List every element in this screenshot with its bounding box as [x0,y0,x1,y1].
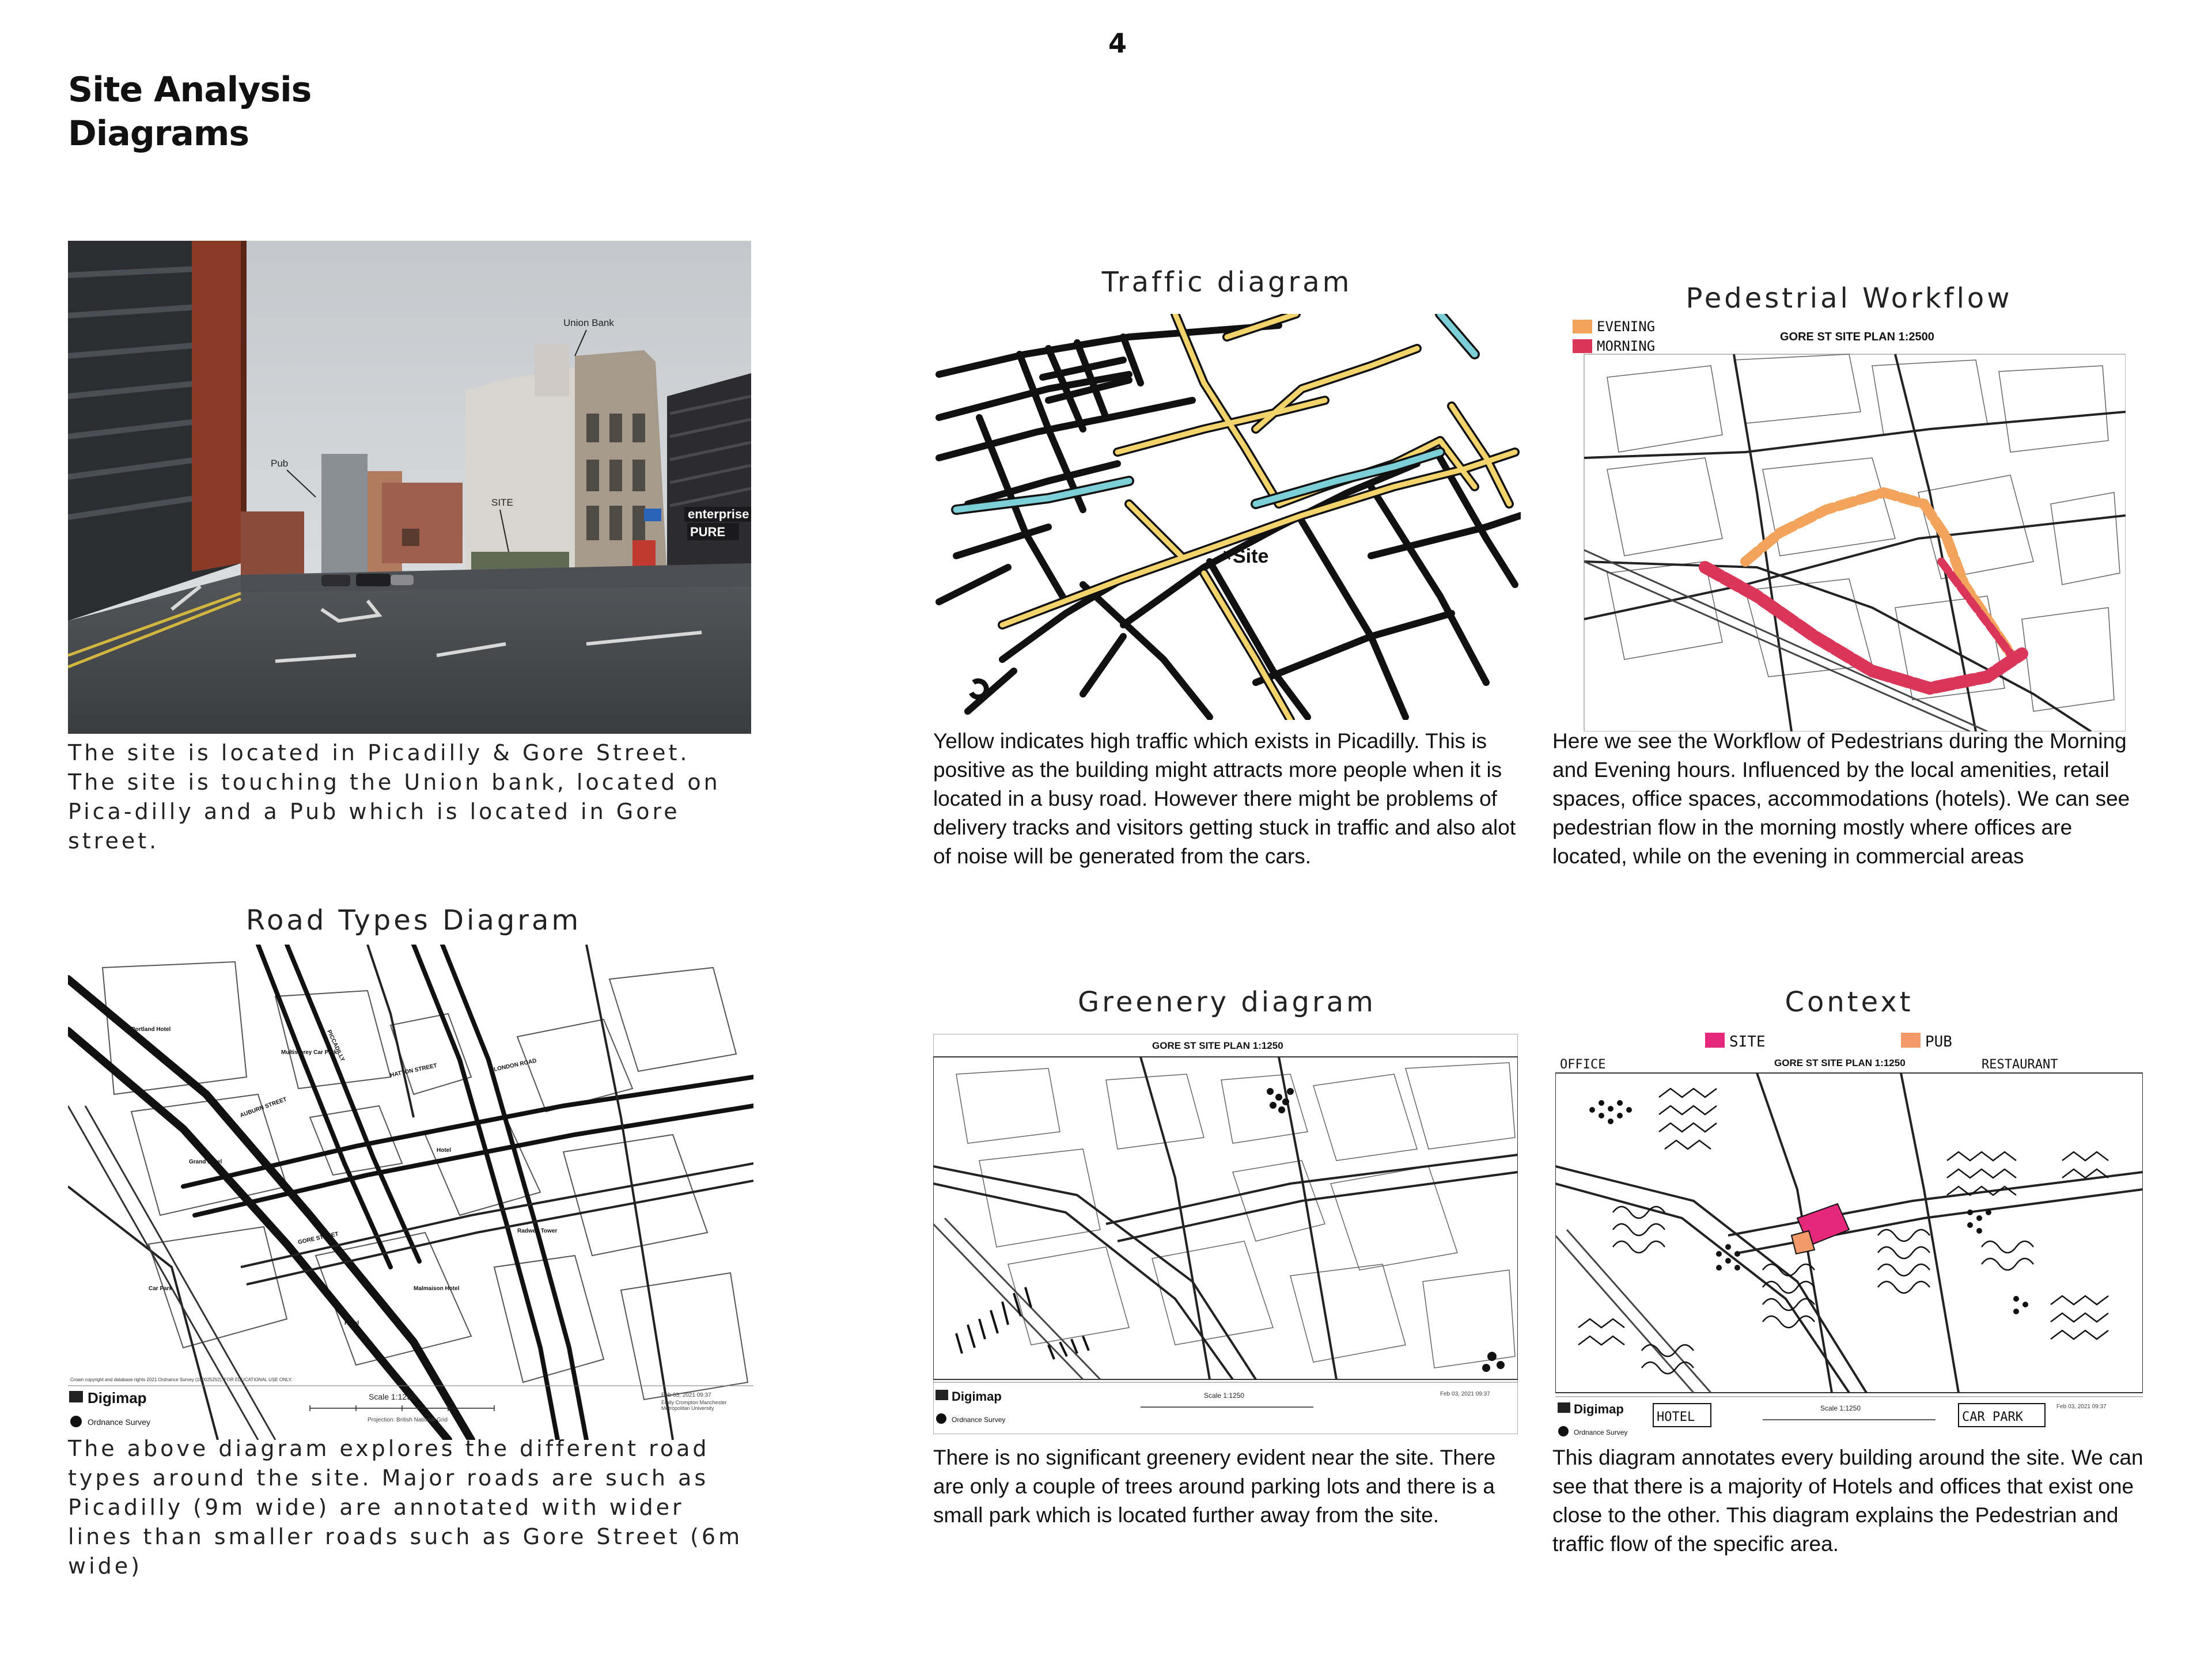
road-map-scale: Scale 1:1250 [369,1392,416,1401]
site-photo [68,241,751,734]
greenery-digimap: Digimap [952,1389,1002,1404]
map-label-car-park-2: Car Park [149,1286,173,1292]
legend-office: OFFICE [1560,1057,1606,1072]
road-map-os: Ordnance Survey [88,1417,150,1427]
greenery-os: Ordnance Survey [952,1416,1006,1424]
road-types-title: Road Types Diagram [245,904,582,937]
map-label-hotel-1: Hotel [437,1147,451,1154]
map-label-portland-hotel: Portland Hotel [131,1026,171,1033]
traffic-title: Traffic diagram [1101,266,1353,298]
pedestrian-title: Pedestrial Workflow [1685,282,2013,314]
context-title: Context [1785,986,1914,1018]
legend-morning: MORNING [1597,338,1656,354]
page-title-line1: Site Analysis [68,70,312,110]
road-types-map [68,945,753,1440]
map-label-auburn-street: AUBURN STREET [239,1096,288,1119]
greenery-date: Feb 03, 2021 09:37 [1440,1391,1490,1397]
pedestrian-plan-title: GORE ST SITE PLAN 1:2500 [1780,331,1934,343]
pedestrian-caption: Here we see the Workflow of Pedestrians during the Morning and Evening hours. Influenced by the local amenities, retail spaces, office spaces, accommodations (hotels). We can see pedestrian flow in the morning mostly where offices are located, while on the evening in commercial areas [1552,729,2130,868]
label-pub: Pub [271,458,289,469]
traffic-caption: Yellow indicates high traffic which exists in Picadilly. This is positive as the building might attracts more people when it is located in a busy road. However there might be problems of delivery tracks and visitors getting stuck in traffic and also alot of noise will be generated from the cars. [933,729,1516,868]
context-scale: Scale 1:1250 [1820,1404,1861,1412]
context-caption: This diagram annotates every building around the site. We can see that there is a majority of Hotels and offices that exist one close to the other. This diagram explains the Pedestrian and traffic flow of the specific area. [1552,1446,2143,1556]
label-site: SITE [491,497,513,508]
page-title [68,68,311,156]
context-map [1555,1028,2143,1443]
road-map-copyright: Crown copyright and database rights 2021 Ordnance Survey (100025252). FOR EDUCATIONAL USE ONLY. [70,1377,293,1382]
road-map-author: Emily Crompton Manchester Metropolitan University [661,1400,727,1411]
map-label-malmaison: Malmaison Hotel [414,1286,460,1292]
legend-pub: PUB [1925,1033,1952,1051]
photo-caption: The site is located in Picadilly & Gore Street. The site is touching the Union bank, located on Pica-dilly and a Pub which is located in Gore street. [68,740,721,854]
greenery-map [933,1034,1518,1434]
legend-restaurant: RESTAURANT [1982,1057,2058,1072]
road-map-date: Feb 03, 2021 09:37 [661,1392,711,1398]
greenery-scale: Scale 1:1250 [1204,1392,1245,1400]
map-label-gore-street: GORE STREET [297,1231,339,1246]
context-os: Ordnance Survey [1574,1428,1628,1436]
road-map-digimap: Digimap [88,1389,147,1406]
road-types-caption: The above diagram explores the different road types around the site. Major roads are such as Picadilly (9m wide) are annotated with wider lines than smaller roads such as Gore Street (6m wide) [68,1436,743,1579]
pure-sign: PURE [690,525,726,539]
context-digimap: Digimap [1574,1402,1624,1416]
traffic-map [933,314,1521,720]
map-label-london-road: LONDON ROAD [493,1057,537,1073]
legend-hotel: HOTEL [1657,1410,1695,1424]
label-union-bank: Union Bank [563,317,614,328]
greenery-caption: There is no significant greenery evident near the site. There are only a couple of trees around parking lots and there is a small park which is located further away from the site. [933,1446,1496,1527]
map-label-grand-hotel: Grand Hotel [189,1159,222,1165]
map-label-hatton-street: HATTON STREET [389,1062,438,1079]
map-label-piccadilly: PICCADILLY [325,1029,346,1063]
pedestrian-map [1573,320,2126,731]
map-label-hotel-2: Hotel [344,1320,359,1326]
page-number: 4 [1108,28,1127,59]
map-label-car-park: Multistorey Car Park [281,1049,338,1056]
legend-site: SITE [1729,1033,1766,1051]
context-date: Feb 03, 2021 09:37 [2056,1404,2107,1410]
greenery-title: Greenery diagram [1078,986,1376,1018]
enterprise-sign: enterprise [688,507,749,521]
map-label-radwell-tower: Radwell Tower [517,1228,558,1234]
page-title-line2: Diagrams [68,113,249,154]
road-map-projection: Projection: British National Grid [368,1417,448,1423]
context-plan-title: GORE ST SITE PLAN 1:1250 [1774,1057,1906,1068]
legend-carpark: CAR PARK [1962,1410,2023,1424]
greenery-plan-title: GORE ST SITE PLAN 1:1250 [1152,1040,1283,1051]
legend-evening: EVENING [1597,320,1656,335]
traffic-site-label: Site [1233,545,1269,567]
